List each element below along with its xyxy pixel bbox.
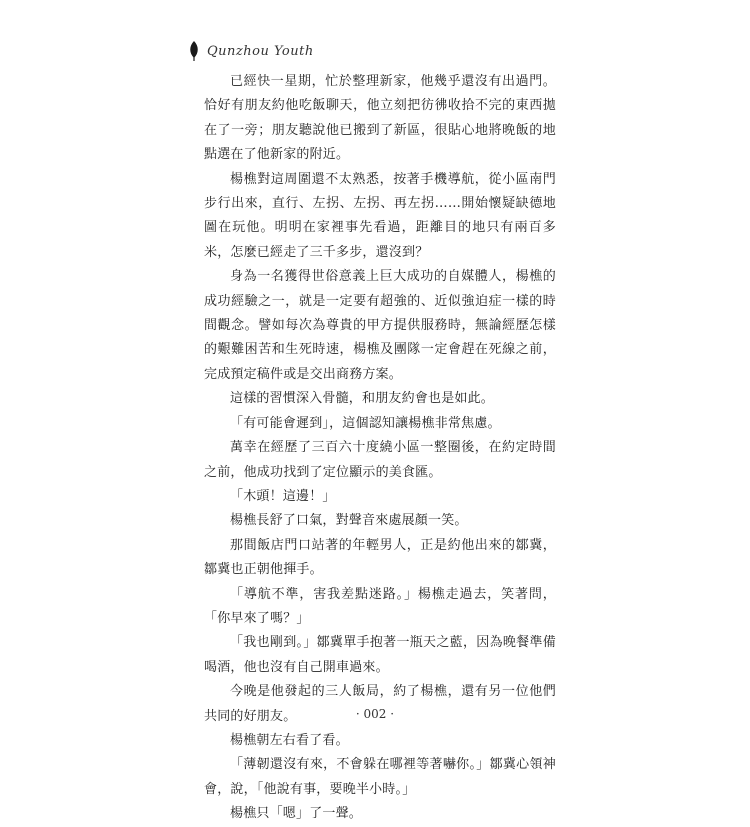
running-title: Qunzhou Youth — [207, 43, 314, 59]
paragraph: 「我也剛到。」鄒冀單手抱著一瓶天之藍，因為晚餐準備喝酒，他也沒有自己開車過來。 — [204, 635, 556, 675]
paragraph: 楊樵長舒了口氣，對聲音來處展顏一笑。 — [230, 513, 468, 529]
paragraph: 「木頭！這邊！」 — [230, 488, 336, 504]
paragraph: 萬幸在經歷了三百六十度繞小區一整圈後，在約定時間之前，他成功找到了定位顯示的美食匯。 — [204, 440, 556, 480]
page-number: · 002 · — [355, 707, 395, 721]
leaf-icon — [187, 40, 201, 62]
paragraph: 那間飯店門口站著的年輕男人，正是約他出來的鄒冀，鄒冀也正朝他揮手。 — [204, 537, 556, 578]
paragraph: 今晚是他發起的三人飯局，約了楊樵，還有另一位他們共同的好朋友。 — [204, 684, 556, 724]
paragraph: 「有可能會遲到」，這個認知讓楊樵非常焦慮。 — [230, 415, 501, 431]
paragraph: 楊樵朝左右看了看。 — [230, 732, 349, 748]
paragraph: 「導航不準，害我差點迷路。」楊樵走過去，笑著問，「你早來了嗎？」 — [204, 586, 556, 626]
paragraph: 這樣的習慣深入骨髓，和朋友約會也是如此。 — [230, 391, 495, 407]
paragraph: 楊樵對這周圍還不太熟悉，按著手機導航，從小區南門步行出來，直行、左拐、左拐、再左拐……開始懷疑缺德地圖在玩他。明明在家裡事先看過，距離目的地只有兩百多米，怎麼已經走了三千多步，還沒到？ — [204, 171, 556, 260]
running-header — [187, 40, 314, 62]
paragraph: 「薄韌還沒有來，不會躲在哪裡等著嚇你。」鄒冀心領神會，說，「他說有事，要晚半小時。」 — [204, 757, 556, 797]
paragraph: 已經快一星期，忙於整理新家，他幾乎還沒有出過門。恰好有朋友約他吃飯聊天，他立刻把彷彿收拾不完的東西拋在了一旁；朋友聽說他已搬到了新區，很貼心地將晚飯的地點選在了他新家的附近。 — [204, 74, 556, 163]
paragraph: 身為一名獲得世俗意義上巨大成功的自媒體人，楊樵的成功經驗之一，就是一定要有超強的、近似強迫症一樣的時間觀念。譬如每次為尊貴的甲方提供服務時，無論經歷怎樣的艱難困苦和生死時速，楊樵及團隊一定會趕在死線之前，完成預定稿件或是交出商務方案。 — [204, 269, 556, 382]
paragraph: 楊樵只「嗯」了一聲。 — [230, 806, 363, 822]
